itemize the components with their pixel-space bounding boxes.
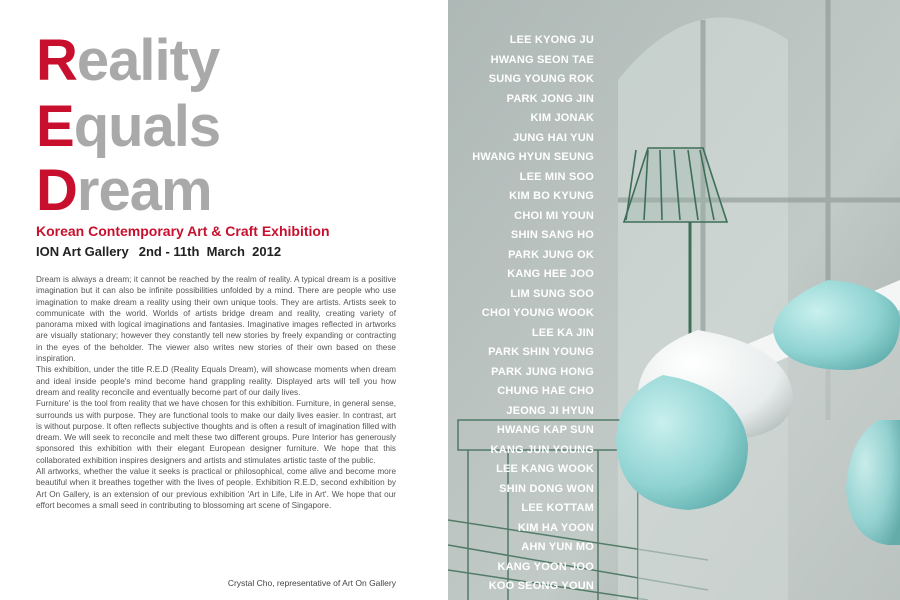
artist-name: SUNG YOUNG ROK — [488, 73, 594, 85]
paragraph: This exhibition, under the title R.E.D (Reality Equals Dream), will showcase moments when dream and ideal inside people's mind become hand grappling reality. Displayed arts will tell you how dream and reality reconcile and eventually become part of our daily lives. — [36, 365, 396, 397]
artist-name: SHIN DONG WON — [499, 482, 594, 495]
artist-name: SHIN SANG HO — [510, 229, 594, 241]
artist-name: CHOI MI YOUN — [514, 209, 594, 222]
artist-name: HWANG SEON TAE — [490, 53, 594, 66]
artist-name: LEE KANG WOOK — [496, 463, 594, 475]
artist-name: LEE KOTTAM — [521, 502, 594, 514]
artist-name: PARK JUNG HONG — [491, 365, 594, 378]
artist-name: PARK JUNG OK — [508, 248, 594, 261]
gallery-dates — [36, 244, 291, 259]
paragraph: Dream is always a dream; it cannot be reached by the realm of reality. A typical dream is a positive imagination but it can also be infinite possibilities unfolded by a mind. There are people who use imagination to make dream a reality using their own unique tools. They are artists. Artists seek to communicate with the world. Worlds of artists bridge dream and reality, creating variety of panorama mixed with logical imaginations and fantasies. Imaginative images reflected in artworks are visually stationary; however they constantly tell new stories by freely expanding or contracting in the eyes of the beholder. The viewer also writes new stories of their own based on these inspiration. — [36, 275, 396, 364]
artist-name: CHUNG HAE CHO — [497, 385, 594, 397]
body-text — [36, 274, 396, 511]
artist-name: KANG HEE JOO — [507, 268, 594, 280]
artist-name: JEONG JI HYUN — [506, 404, 594, 417]
exhibition-subtitle: Korean Contemporary Art & Craft Exhibition — [36, 223, 330, 239]
artist-name: AHN YUN MO — [521, 541, 594, 553]
paragraph: Furniture' is the tool from reality that we have chosen for this exhibition. Furniture, in general sense, surrounds us with purpose. They are functional tools to make our daily lives easier. In contrast, art is without purpose. It often reflects subjective thoughts and is often a result of imagination filled with dream. We will seek to reconcile and melt these two different groups. Pure Interior has generously sponsored this exhibition with their elegant European designer furniture. We hope that this collaborated exhibition inspires designers and artists and stimulates artistic taste of the public. — [36, 399, 396, 465]
artist-name: KIM JONAK — [530, 112, 594, 124]
artist-name: KANG YOON JOO — [497, 560, 594, 573]
text-page — [0, 0, 448, 600]
artist-name: CHOI YOUNG WOOK — [481, 307, 594, 319]
title-reality: Reality — [36, 28, 220, 93]
artist-name: JUNG HAI YUN — [512, 131, 594, 144]
artist-name: KOO SEONG YOUN — [488, 580, 594, 592]
artist-name: LEE MIN SOO — [519, 170, 594, 183]
artist-name: KANG JUN YOUNG — [490, 443, 594, 456]
signature: Crystal Cho, representative of Art On Gallery — [227, 578, 396, 588]
artist-name: KIM HA YOON — [517, 521, 594, 534]
artist-name: LEE KYONG JU — [509, 34, 594, 46]
artist-name: PARK JONG JIN — [506, 92, 594, 105]
artist-name: HWANG KAP SUN — [496, 424, 594, 436]
image-page — [448, 0, 900, 600]
artist-name: PARK SHIN YOUNG — [488, 346, 594, 358]
artist-name: KIM BO KYUNG — [509, 190, 594, 202]
artist-name: LIM SUNG SOO — [510, 287, 594, 300]
gallery-name: ION Art Gallery — [36, 244, 129, 259]
artist-name: HWANG HYUN SEUNG — [472, 151, 594, 163]
title-dream: Dream — [36, 158, 212, 223]
exhibition-dates: 2nd - 11th March 2012 — [138, 244, 282, 259]
title-equals: Equals — [36, 94, 221, 159]
artist-list — [472, 31, 594, 597]
artist-name: LEE KA JIN — [531, 326, 594, 339]
paragraph: All artworks, whether the value it seeks is practical or philosophical, come alive and become more beautiful when it breathes together with the lives of people. Exhibition R.E.D, second exhibition by Art On Gallery, is an extension of our previous exhibition 'Art in Life, Life in Art'. We hope that our effort becomes a small seed in contributing to blossoming art scene of Singapore. — [36, 467, 396, 510]
